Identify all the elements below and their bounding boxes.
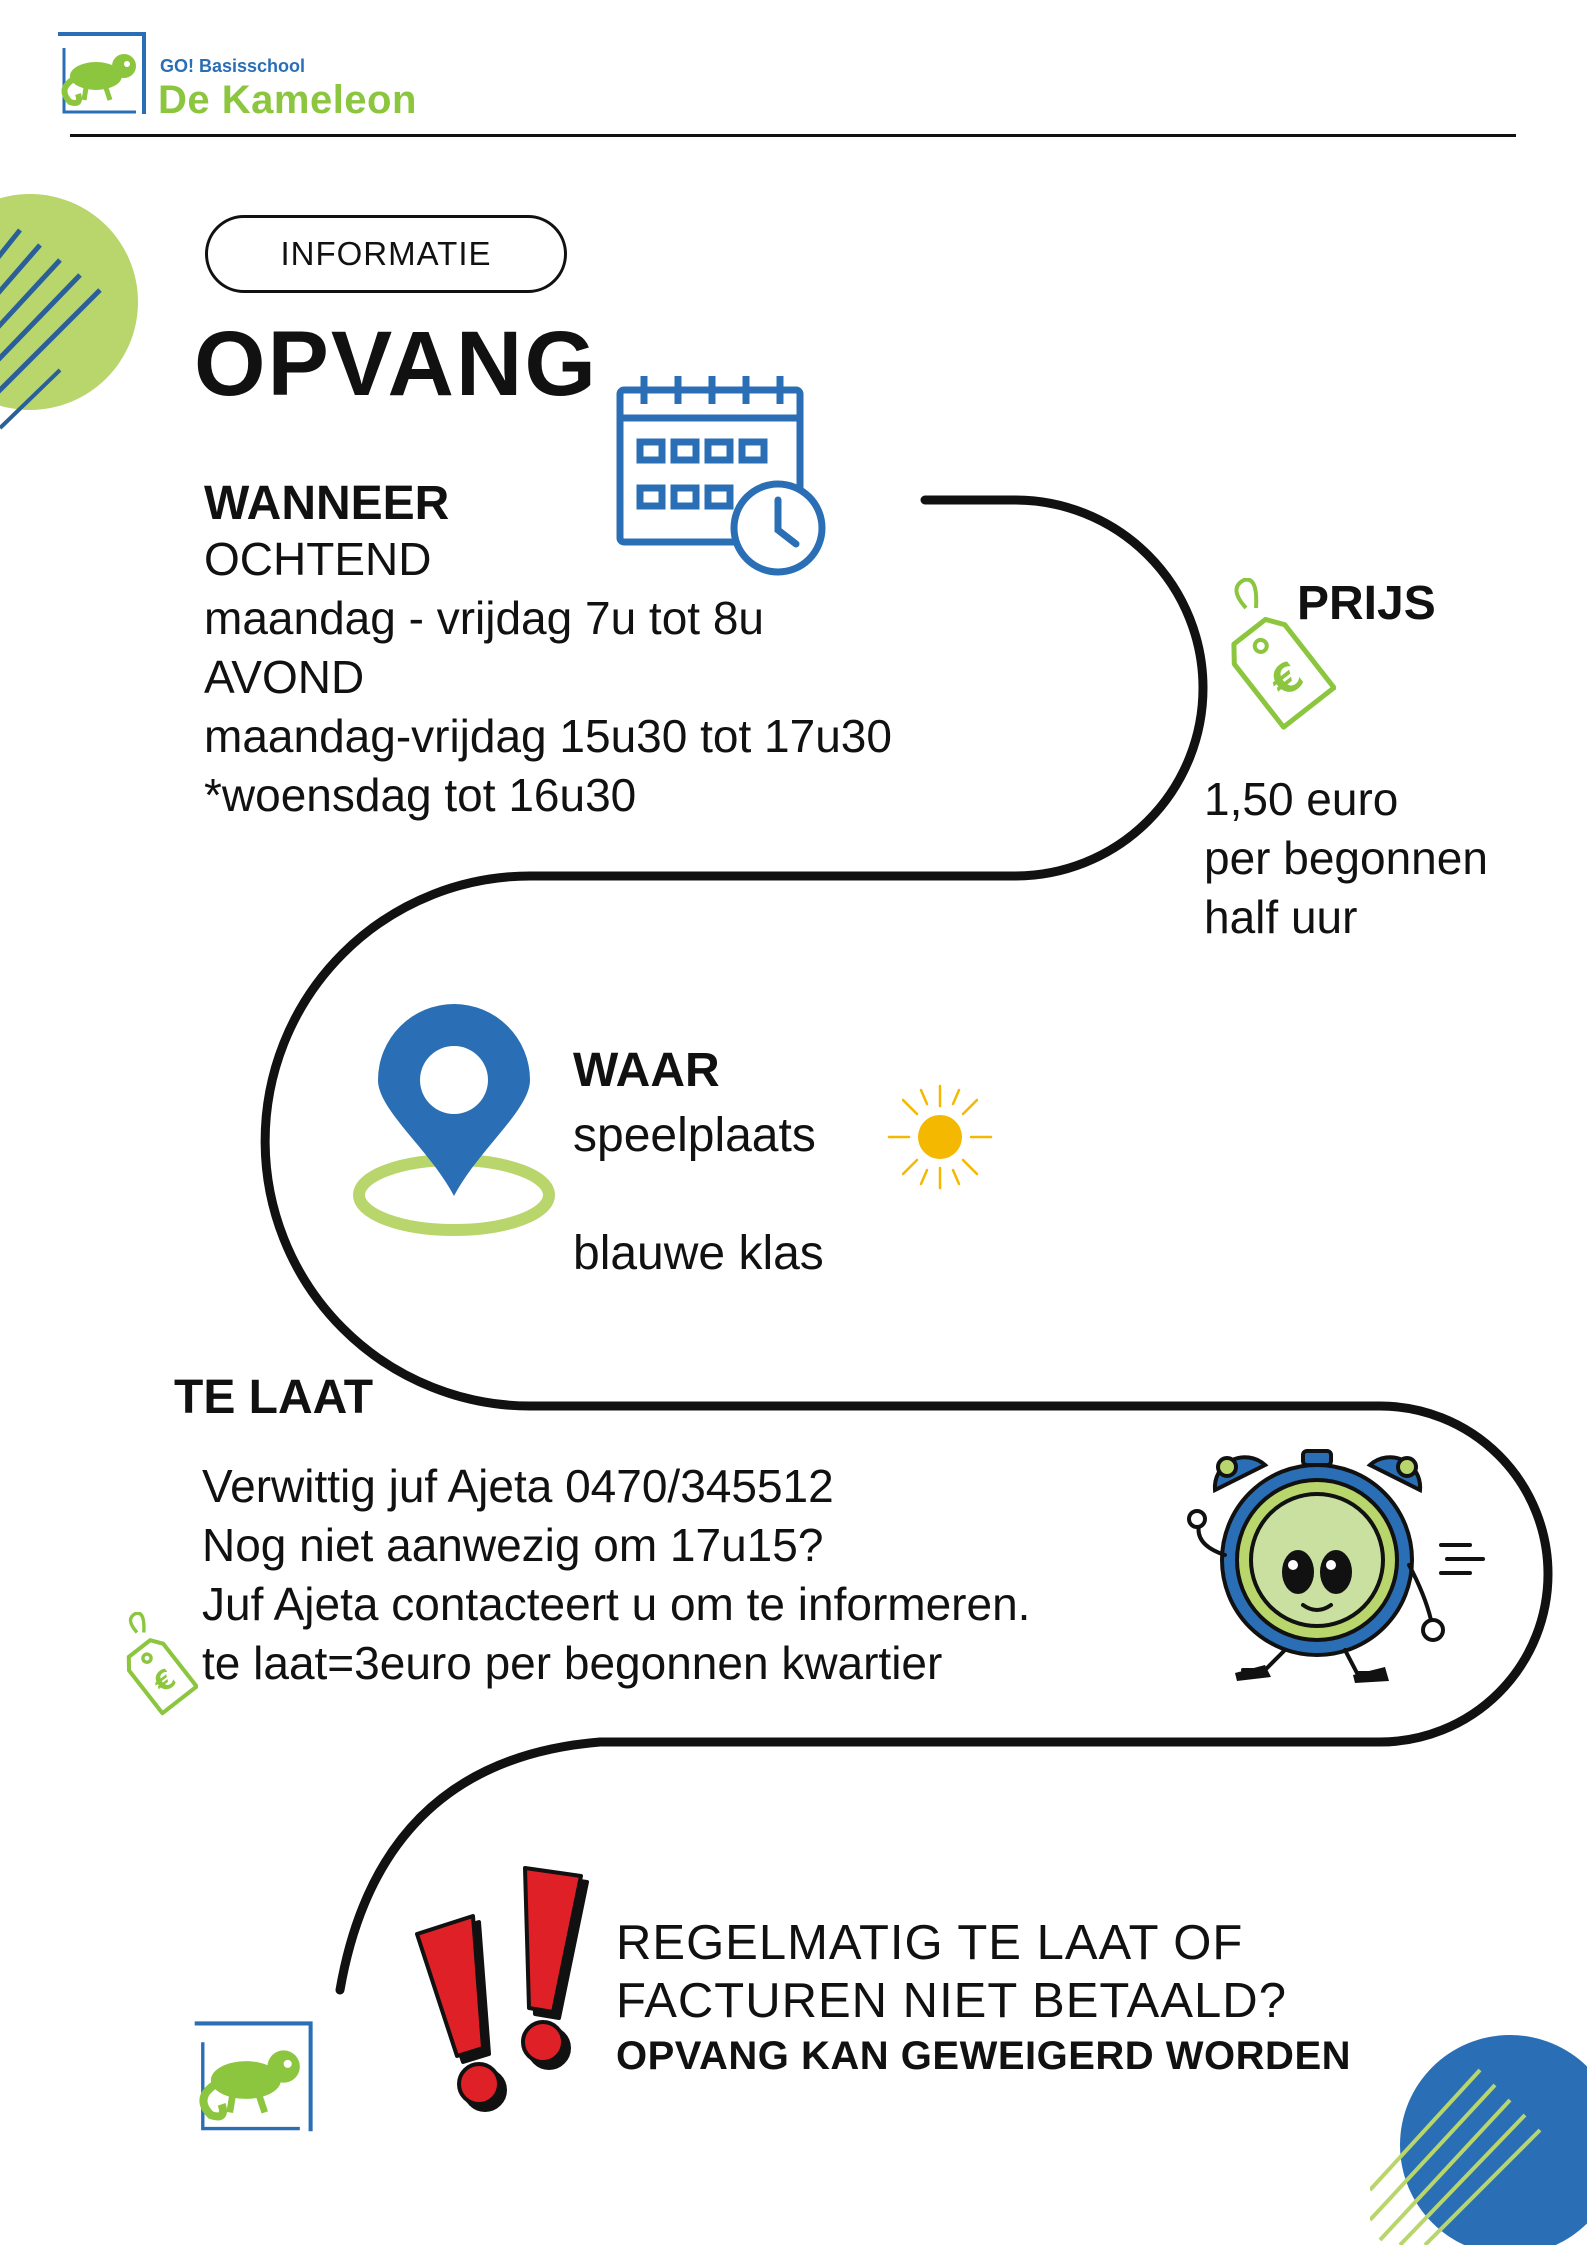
wanneer-line: *woensdag tot 16u30	[204, 769, 637, 821]
te-laat-section	[202, 1457, 1030, 1693]
te-laat-line: te laat=3euro per begonnen kwartier	[202, 1637, 943, 1689]
svg-text:€: €	[148, 1663, 183, 1700]
prijs-heading: PRIJS	[1297, 577, 1436, 630]
prijs-line: per begonnen	[1204, 832, 1488, 884]
chameleon-logo-icon	[192, 2015, 316, 2137]
te-laat-line: Juf Ajeta contacteert u om te informeren.	[202, 1578, 1031, 1630]
euro-price-tag-icon	[118, 1612, 198, 1718]
te-laat-line: Nog niet aanwezig om 17u15?	[202, 1519, 824, 1571]
prijs-line: half uur	[1204, 891, 1358, 943]
warning-line: REGELMATIG TE LAAT OF	[616, 1916, 1244, 1970]
wanneer-line: maandag - vrijdag 7u tot 8u	[204, 592, 765, 644]
exclamation-marks-icon	[405, 1862, 605, 2122]
svg-text:€: €	[1262, 653, 1313, 707]
warning-line: FACTUREN NIET BETAALD?	[616, 1974, 1287, 2028]
info-badge: INFORMATIE	[205, 215, 567, 293]
header-divider	[70, 134, 1516, 137]
waar-location: speelplaats	[573, 1109, 816, 1162]
waar-location: blauwe klas	[573, 1227, 824, 1280]
location-pin-icon	[350, 1000, 560, 1240]
waar-heading: WAAR	[573, 1044, 720, 1097]
wanneer-heading: WANNEER	[204, 477, 450, 530]
wanneer-line: maandag-vrijdag 15u30 tot 17u30	[204, 710, 892, 762]
te-laat-line: Verwittig juf Ajeta 0470/345512	[202, 1460, 834, 1512]
wanneer-section	[204, 478, 892, 825]
te-laat-heading: TE LAAT	[174, 1371, 374, 1424]
warning-section	[616, 1914, 1351, 2082]
alarm-clock-mascot-icon	[1185, 1445, 1485, 1695]
logo-subtitle: GO! Basisschool	[160, 56, 306, 76]
wanneer-line: AVOND	[204, 651, 365, 703]
chameleon-logo-icon	[56, 30, 148, 116]
wanneer-line: OCHTEND	[204, 533, 432, 585]
prijs-section	[1204, 770, 1488, 947]
warning-consequence: OPVANG KAN GEWEIGERD WORDEN	[616, 2034, 1352, 2078]
prijs-line: 1,50 euro	[1204, 773, 1399, 825]
sun-icon	[885, 1082, 995, 1192]
page-title: OPVANG	[194, 313, 598, 415]
logo-title: De Kameleon	[158, 78, 417, 122]
